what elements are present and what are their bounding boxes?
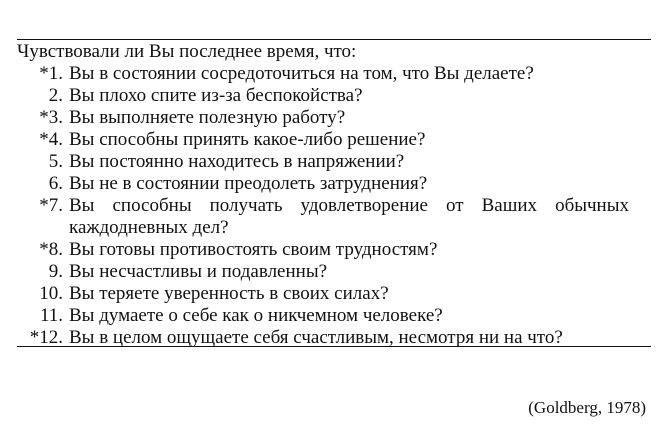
question-item-10 [17,283,657,305]
question-text: Вы думаете о себе как о никчемном человеке? [69,305,443,326]
question-number: *12. [29,327,63,348]
question-number: *8. [39,239,63,260]
question-item-5 [17,151,657,173]
question-item-4 [17,129,657,151]
question-text: Вы не в состоянии преодолеть затруднения? [69,173,428,194]
question-number: *4. [39,129,63,150]
question-text: Вы способны получать удовлетворение от Ваших обычных каждодневных дел? [69,195,629,238]
question-item-7 [17,195,657,239]
question-text: Вы выполняете полезную работу? [69,107,346,128]
question-item-9 [17,261,657,283]
question-text: Вы способны принять какое-либо решение? [69,129,426,150]
question-number: 11. [39,305,63,326]
question-text: Вы готовы противостоять своим трудностям? [69,239,438,260]
question-text: Вы в состоянии сосредоточиться на том, что Вы делаете? [69,63,534,84]
question-item-2 [17,85,657,107]
question-item-6 [17,173,657,195]
question-text: Вы в целом ощущаете себя счастливым, несмотря ни на что? [69,327,563,348]
question-number: *3. [39,107,63,128]
question-number: 5. [48,151,63,172]
question-number: 9. [48,261,63,282]
question-number: 2. [48,85,63,106]
citation: (Goldberg, 1978) [528,398,646,417]
question-item-3 [17,107,657,129]
questionnaire-intro: Чувствовали ли Вы последнее время, что: [17,41,357,62]
question-text: Вы теряете уверенность в своих силах? [69,283,389,304]
question-text: Вы постоянно находитесь в напряжении? [69,151,405,172]
bottom-rule [17,346,651,347]
question-item-1 [17,63,657,85]
question-number: *7. [39,195,63,216]
questionnaire [17,41,657,349]
question-number: 10. [39,283,63,304]
question-number: *1. [39,63,63,84]
question-text: Вы плохо спите из-за беспокойства? [69,85,363,106]
question-item-11 [17,305,657,327]
top-rule [17,39,651,40]
question-text: Вы несчастливы и подавленны? [69,261,328,282]
question-number: 6. [48,173,63,194]
question-item-8 [17,239,657,261]
